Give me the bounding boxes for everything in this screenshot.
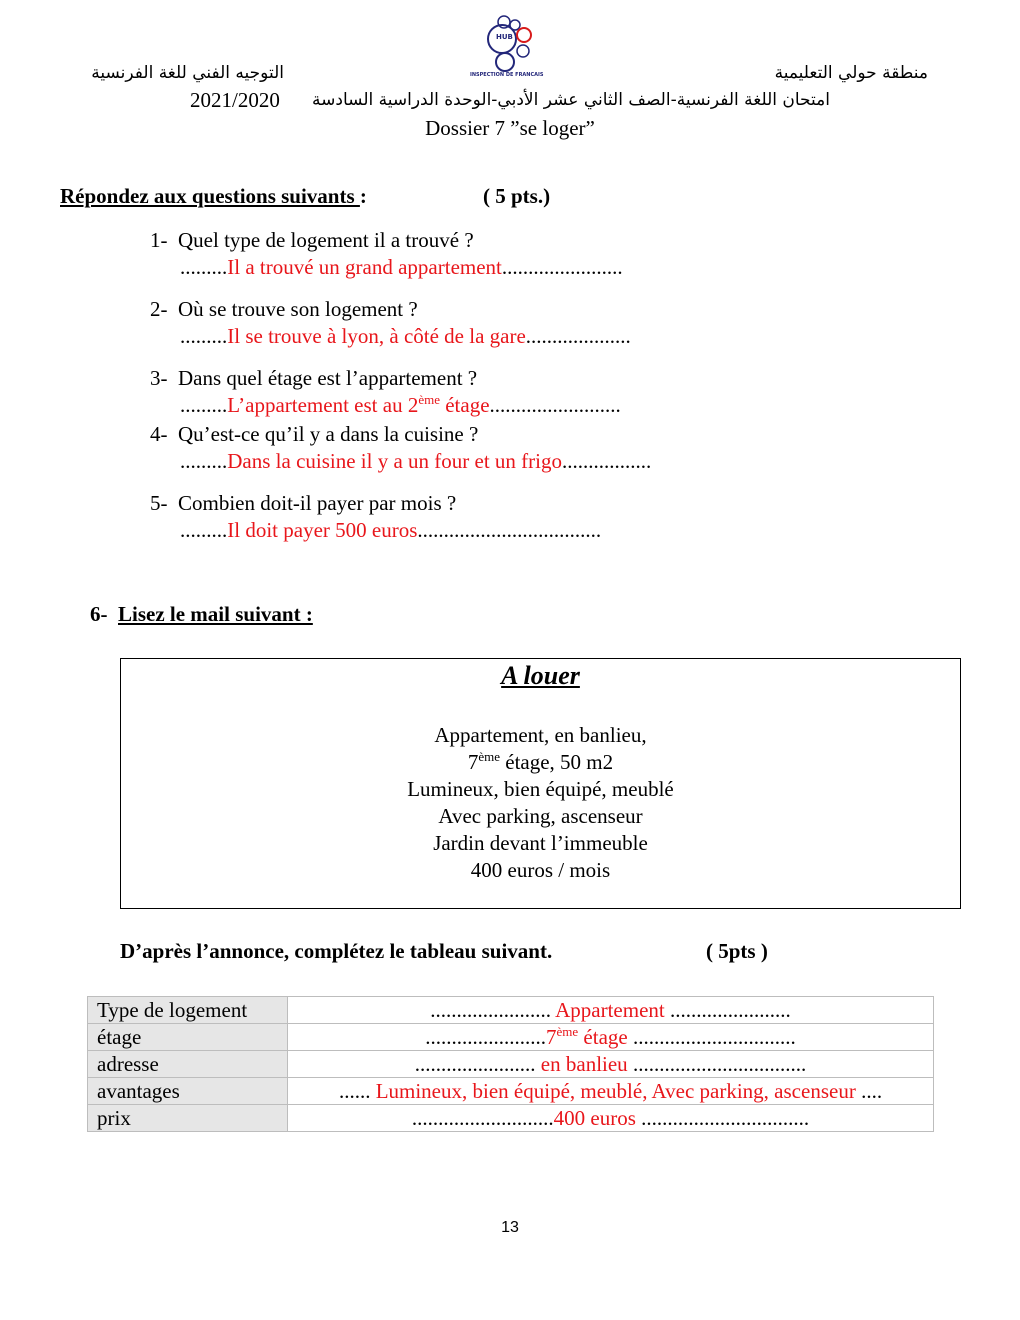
section1-points: ( 5 pts.) (483, 184, 551, 208)
dots: ....................... (414, 1052, 541, 1076)
dots: ....................... (501, 255, 623, 279)
dots: ................................... (417, 518, 602, 542)
answer-text (546, 1025, 628, 1049)
ad-line: Avec parking, ascenseur (438, 804, 643, 828)
answer-main: 7 (546, 1025, 557, 1049)
exam-title-ar: امتحان اللغة الفرنسية-الصف الثاني عشر الأدبي-الوحدة الدراسية السادسة (312, 90, 830, 110)
table-row (88, 997, 934, 1024)
answer-table (87, 996, 934, 1132)
row-value (288, 1078, 934, 1105)
superscript: ème (478, 749, 500, 764)
dots: ......... (180, 393, 228, 417)
section6-heading (90, 602, 313, 626)
answer-text (227, 393, 489, 417)
superscript: ème (418, 392, 440, 407)
q-text: Dans quel étage est l’appartement ? (178, 366, 478, 390)
answer-2 (180, 324, 631, 348)
header-ar-right: منطقة حولي التعليمية (774, 63, 928, 83)
row-value (288, 1051, 934, 1078)
question-1 (150, 228, 474, 252)
question-2 (150, 297, 418, 321)
q-num: 2- (150, 297, 168, 321)
floor-number: 7 (467, 750, 479, 774)
dots: ....................... (664, 998, 791, 1022)
ad-box (120, 658, 961, 909)
answer-4 (180, 449, 651, 473)
answer-5 (180, 518, 601, 542)
answer-after: étage (439, 393, 490, 417)
q-text: Qu’est-ce qu’il y a dans la cuisine ? (178, 422, 479, 446)
instruction: D’après l’annonce, complétez le tableau suivant. (120, 939, 553, 963)
row-label: avantages (88, 1078, 288, 1105)
dots: ...... (338, 1079, 376, 1103)
q-text: Où se trouve son logement ? (178, 297, 418, 321)
dossier-title: Dossier 7 ”se loger” (425, 116, 595, 140)
answer-text: Il doit payer 500 euros (227, 518, 418, 542)
answer-text: Appartement (555, 998, 665, 1022)
section1-title (60, 184, 367, 208)
answer-text: Lumineux, bien équipé, meublé, Avec parking, ascenseur (375, 1079, 856, 1103)
dots: ................. (562, 449, 652, 473)
row-label: Type de logement (88, 997, 288, 1024)
dots: ......... (180, 518, 228, 542)
table-row (88, 1024, 934, 1051)
year: 2021/2020 (190, 88, 280, 112)
answer-text: Il a trouvé un grand appartement (227, 255, 502, 279)
table-row (88, 1105, 934, 1132)
question-3 (150, 366, 477, 390)
q-text: Quel type de logement il a trouvé ? (178, 228, 474, 252)
section6-points: ( 5pts ) (706, 939, 768, 963)
ad-title: A louer (501, 661, 580, 690)
question-5 (150, 491, 456, 515)
q-text: Combien doit-il payer par mois ? (178, 491, 457, 515)
page-number: 13 (501, 1219, 519, 1236)
row-value (288, 997, 934, 1024)
answer-text: Il se trouve à lyon, à côté de la gare (227, 324, 526, 348)
section6-num: 6- (90, 602, 108, 626)
ad-line: Jardin devant l’immeuble (433, 831, 648, 855)
dots: ......................... (489, 393, 621, 417)
colon: : (359, 184, 367, 208)
answer-main: L’appartement est au 2 (227, 393, 419, 417)
answer-1 (180, 255, 623, 279)
q-num: 3- (150, 366, 168, 390)
row-value (288, 1105, 934, 1132)
dots: ....................... (425, 1025, 547, 1049)
dots: ............................... (627, 1025, 796, 1049)
ad-line (121, 749, 960, 775)
row-label: adresse (88, 1051, 288, 1078)
logo-text: HUB (496, 33, 513, 41)
row-label: prix (88, 1105, 288, 1132)
header-ar-left: التوجيه الفني للغة الفرنسية (91, 63, 284, 83)
dots: ......... (180, 324, 228, 348)
q-num: 4- (150, 422, 168, 446)
table-row (88, 1078, 934, 1105)
section1-title-text: Répondez aux questions suivants (60, 184, 360, 208)
superscript: ème (556, 1024, 579, 1039)
dots: ................................ (635, 1106, 810, 1130)
dots: ........................... (411, 1106, 554, 1130)
dots: ....................... (430, 998, 556, 1022)
ad-line: Appartement, en banlieu, (434, 723, 647, 747)
row-value (288, 1024, 934, 1051)
dots: ......... (180, 449, 228, 473)
answer-3 (180, 393, 621, 417)
answer-text: 400 euros (553, 1106, 636, 1130)
ad-line: 400 euros / mois (470, 858, 611, 882)
dots: ......... (180, 255, 228, 279)
answer-after: étage (578, 1025, 628, 1049)
dots: ................................. (627, 1052, 807, 1076)
dots: .... (855, 1079, 883, 1103)
section6-title: Lisez le mail suivant : (118, 602, 313, 626)
q-num: 5- (150, 491, 168, 515)
ad-line: Lumineux, bien équipé, meublé (407, 777, 674, 801)
dots: .................... (525, 324, 631, 348)
row-label: étage (88, 1024, 288, 1051)
floor-rest: étage, 50 m2 (500, 750, 614, 774)
answer-text: Dans la cuisine il y a un four et un frigo (227, 449, 562, 473)
logo-caption: INSPECTION DE FRANCAIS (470, 72, 544, 78)
table-row (88, 1051, 934, 1078)
q-num: 1- (150, 228, 168, 252)
question-4 (150, 422, 478, 446)
answer-text: en banlieu (540, 1052, 628, 1076)
